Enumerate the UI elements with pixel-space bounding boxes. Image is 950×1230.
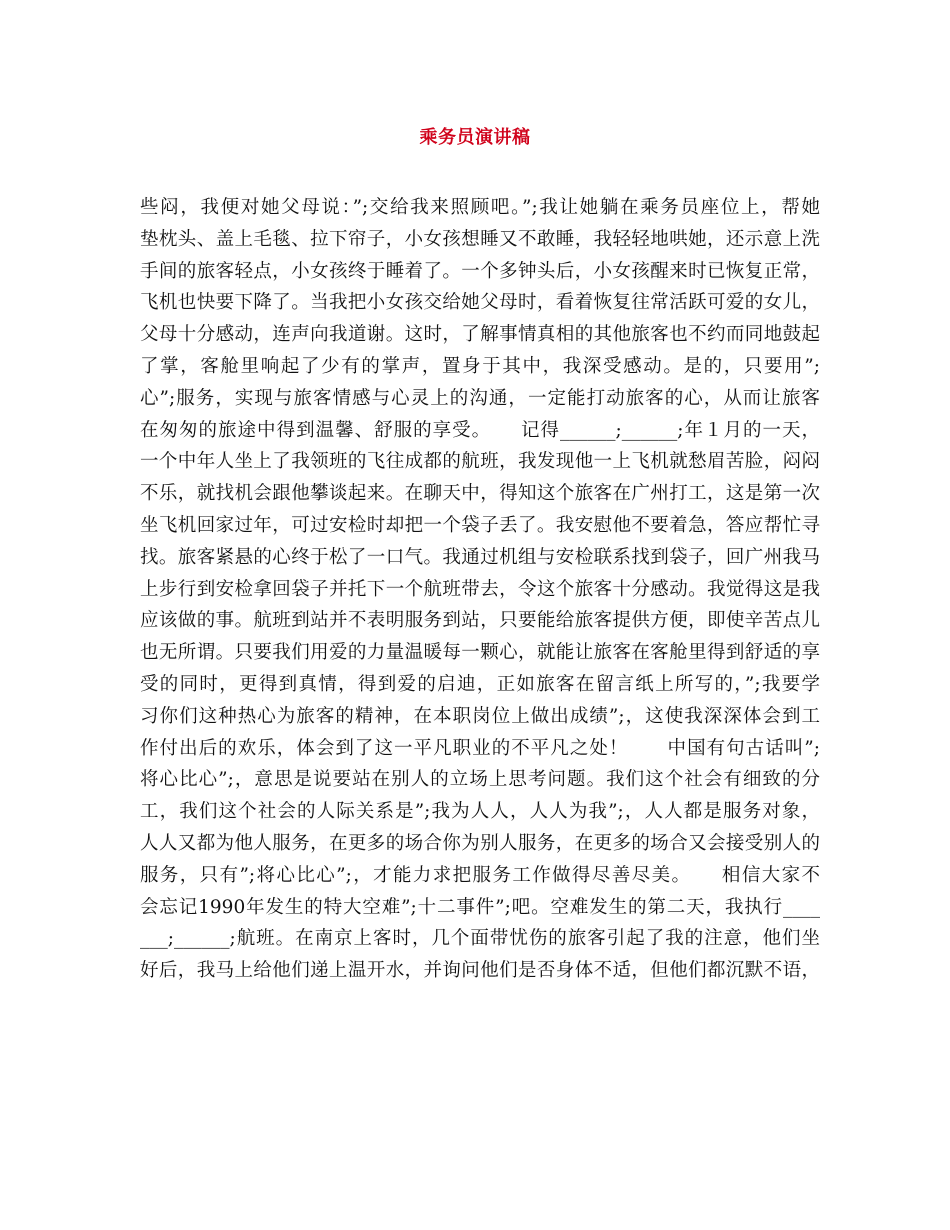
body-line: 习你们这种热心为旅客的精神，在本职岗位上做出成绩”;，这使我深深体会到工 xyxy=(140,705,820,727)
body-line: 在匆匆的旅途中得到温馨、舒服的享受。 记得______;______;年１月的一天， xyxy=(140,419,820,441)
body-line: 一个中年人坐上了我领班的飞往成都的航班，我发现他一上飞机就愁眉苦脸，闷闷 xyxy=(140,451,820,473)
body-line: 坐飞机回家过年，可过安检时却把一个袋子丢了。我安慰他不要着急，答应帮忙寻 xyxy=(140,514,820,536)
body-line: 手间的旅客轻点，小女孩终于睡着了。一个多钟头后，小女孩醒来时已恢复正常， xyxy=(140,260,820,282)
body-line: 心”;服务，实现与旅客情感与心灵上的沟通，一定能打动旅客的心，从而让旅客 xyxy=(140,387,820,409)
body-line: 会忘记1990年发生的特大空难”;十二事件”;吧。空难发生的第二天，我执行____ xyxy=(140,896,820,918)
body-line: 父母十分感动，连声向我道谢。这时，了解事情真相的其他旅客也不约而同地鼓起 xyxy=(140,324,820,346)
body-line: 找。旅客紧悬的心终于松了一口气。我通过机组与安检联系找到袋子，回广州我马 xyxy=(140,546,820,568)
body-line: 些闷，我便对她父母说：”;交给我来照顾吧。”;我让她躺在乘务员座位上，帮她 xyxy=(140,197,820,218)
body-line: 应该做的事。航班到站并不表明服务到站，只要能给旅客提供方便，即使辛苦点儿 xyxy=(140,610,820,632)
body-line: 不乐，就找机会跟他攀谈起来。在聊天中，得知这个旅客在广州打工，这是第一次 xyxy=(140,483,820,505)
body-line: 也无所谓。只要我们用爱的力量温暖每一颗心，就能让旅客在客舱里得到舒适的享 xyxy=(140,642,820,664)
document-body xyxy=(140,192,820,987)
body-line: 作付出后的欢乐，体会到了这一平凡职业的不平凡之处！ 中国有句古话叫”; xyxy=(140,737,820,759)
document-title: 乘务员演讲稿 xyxy=(419,127,531,148)
body-line: 人人又都为他人服务，在更多的场合你为别人服务，在更多的场合又会接受别人的 xyxy=(140,832,820,854)
body-line: 工，我们这个社会的人际关系是”;我为人人，人人为我”;，人人都是服务对象， xyxy=(140,801,820,823)
body-line: 了掌，客舱里响起了少有的掌声，置身于其中，我深受感动。是的，只要用”; xyxy=(140,355,820,377)
body-line: 服务，只有”;将心比心”;，才能力求把服务工作做得尽善尽美。 相信大家不 xyxy=(140,864,820,886)
body-line: 垫枕头、盖上毛毯、拉下帘子，小女孩想睡又不敢睡，我轻轻地哄她，还示意上洗 xyxy=(140,228,820,250)
body-line: 将心比心”;，意思是说要站在别人的立场上思考问题。我们这个社会有细致的分 xyxy=(140,769,820,791)
body-line: ___;______;航班。在南京上客时，几个面带忧伤的旅客引起了我的注意，他们坐 xyxy=(140,928,820,950)
body-line: 飞机也快要下降了。当我把小女孩交给她父母时，看着恢复往常活跃可爱的女儿， xyxy=(140,292,820,314)
body-line: 受的同时，更得到真情，得到爱的启迪，正如旅客在留言纸上所写的，”;我要学 xyxy=(140,673,820,695)
body-line: 好后，我马上给他们递上温开水，并询问他们是否身体不适，但他们都沉默不语， xyxy=(140,960,820,982)
body-line: 上步行到安检拿回袋子并托下一个航班带去，令这个旅客十分感动。我觉得这是我 xyxy=(140,578,820,600)
